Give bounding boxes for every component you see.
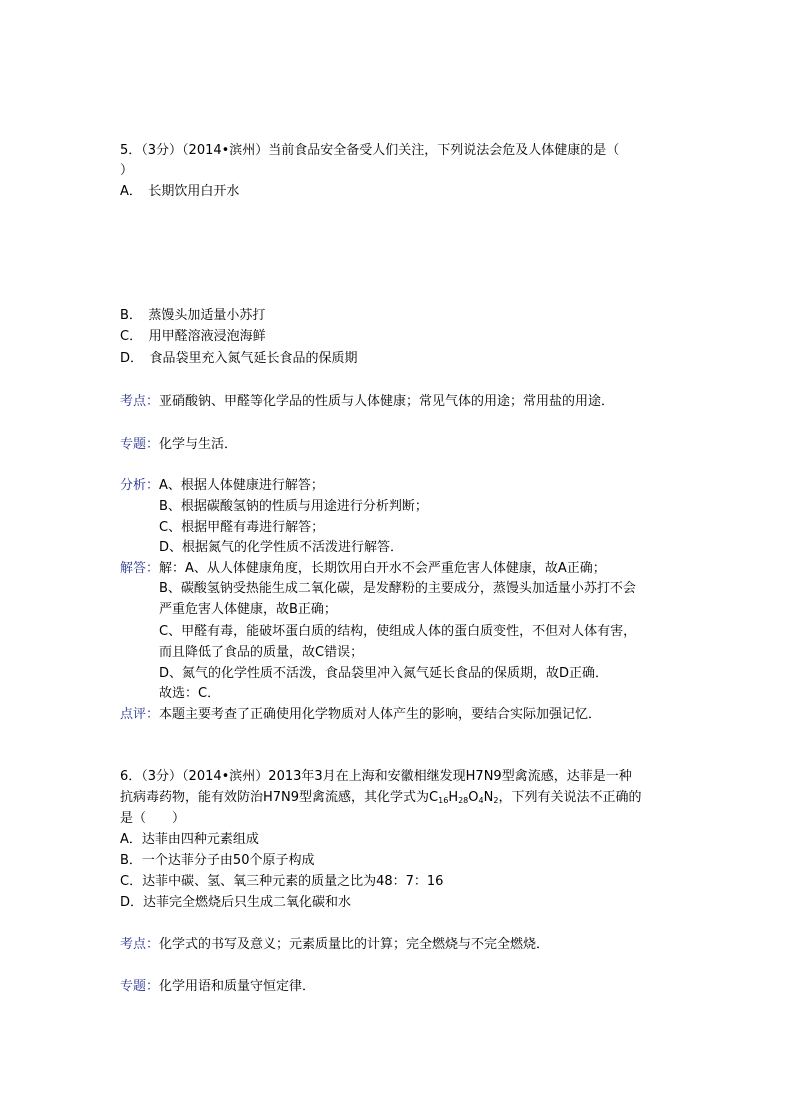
formula-element: O: [468, 790, 479, 805]
q5-jieda: [120, 560, 606, 578]
q5-fenxi: [120, 477, 324, 495]
q6-option-c: C．达菲中碳、氢、氧三种元素的质量之比为48：7：16: [120, 874, 444, 889]
q5-option-d: D． 食品袋里充入氮气延长食品的保质期: [120, 351, 358, 366]
q5-option-b: B． 蒸馒头加适量小苏打: [120, 308, 266, 323]
q6-stem-prefix: 抗病毒药物，能有效防治H7N9型禽流感，其化学式为C: [120, 790, 439, 805]
fenxi-line: C、根据甲醛有毒进行解答；: [159, 520, 325, 535]
q5-zhuanti: [120, 436, 237, 454]
fenxi-line: D、根据氮气的化学性质不活泼进行解答．: [159, 540, 404, 555]
dianping-text: 本题主要考查了正确使用化学物质对人体产生的影响，要结合实际加强记忆．: [159, 707, 602, 722]
q6-stem-suffix: ，下列有关说法不正确的: [498, 790, 642, 805]
formula-element: N: [483, 790, 494, 805]
formula-sub: 2: [493, 796, 499, 805]
q5-dianping: [120, 706, 601, 724]
q5-option-a: A． 长期饮用白开水: [120, 184, 240, 199]
q6-option-d: D．达菲完全燃烧后只生成二氧化碳和水: [120, 895, 352, 910]
zhuanti-label: 专题：: [120, 437, 160, 452]
zhuanti-text: 化学与生活．: [159, 437, 238, 452]
q6-stem-line2: [120, 789, 641, 807]
fenxi-line: B、根据碳酸氢钠的性质与用途进行分析判断；: [159, 499, 428, 514]
jieda-line: 严重危害人体健康，故B正确；: [159, 602, 337, 617]
formula-sub: 16: [438, 796, 449, 805]
fenxi-label: 分析：: [120, 478, 160, 493]
jieda-line: B、碳酸氢钠受热能生成二氧化碳，是发酵粉的主要成分，蒸馒头加适量小苏打不会: [159, 581, 636, 596]
jieda-line: 故选：C．: [159, 686, 221, 701]
kaodian-text: 化学式的书写及意义；元素质量比的计算；完全燃烧与不完全燃烧．: [159, 937, 550, 952]
q6-option-b: B．一个达菲分子由50个原子构成: [120, 853, 315, 868]
kaodian-text: 亚硝酸钠、甲醛等化学品的性质与人体健康；常见气体的用途；常用盐的用途．: [159, 394, 615, 409]
kaodian-label: 考点：: [120, 937, 160, 952]
q6-option-a: A．达菲由四种元素组成: [120, 832, 259, 847]
fenxi-line: A、根据人体健康进行解答；: [159, 478, 324, 493]
jieda-line: D、氮气的化学性质不活泼，食品袋里冲入氮气延长食品的保质期，故D正确．: [159, 666, 609, 681]
q5-kaodian: [120, 393, 614, 411]
q5-stem-line1: 5．（3分）（2014•滨州）当前食品安全备受人们关注，下列说法会危及人体健康的是（: [120, 143, 620, 158]
formula-sub: 4: [478, 796, 484, 805]
q5-option-c: C． 用甲醛溶液浸泡海鲜: [120, 329, 266, 344]
zhuanti-label: 专题：: [120, 979, 160, 994]
q6-stem-line1: 6．（3分）（2014•滨州）2013年3月在上海和安徽相继发现H7N9型禽流感，达菲是一种: [120, 769, 632, 784]
q6-kaodian: [120, 936, 549, 954]
q6-zhuanti: [120, 978, 315, 996]
jieda-label: 解答：: [120, 561, 160, 576]
kaodian-label: 考点：: [120, 394, 160, 409]
jieda-line: C、甲醛有毒，能破坏蛋白质的结构，使组成人体的蛋白质变性，不但对人体有害，: [159, 624, 637, 639]
formula-sub: 28: [458, 796, 469, 805]
q6-stem-line3: 是（ ）: [120, 811, 186, 826]
jieda-line: 解：A、从人体健康角度，长期饮用白开水不会严重危害人体健康，故A正确；: [159, 561, 606, 576]
jieda-line: 而且降低了食品的质量，故C错误；: [159, 645, 364, 660]
dianping-label: 点评：: [120, 707, 160, 722]
formula-element: H: [448, 790, 459, 805]
q5-stem-line2: ）: [120, 163, 134, 178]
zhuanti-text: 化学用语和质量守恒定律．: [159, 979, 316, 994]
